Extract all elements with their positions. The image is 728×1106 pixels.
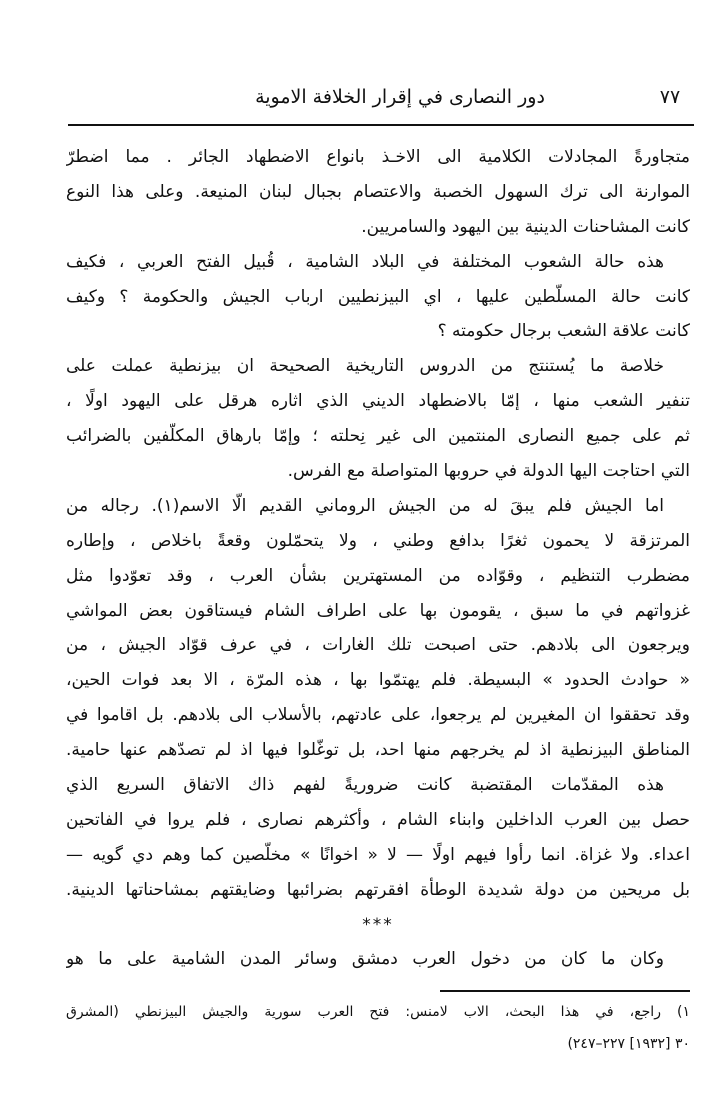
running-header-title: دور النصارى في إقرار الخلافة الاموية bbox=[255, 86, 545, 108]
text-line: « حوادث الحدود » البسيطة. فلم يهتمّوا بها ، هذه المرّة ، الا بعد فوات الحين، bbox=[66, 670, 690, 691]
body-text bbox=[66, 140, 690, 977]
text-line: هذه المقدّمات المقتضبة كانت ضروريةً لفهم ذاك الاتفاق السريع الذي bbox=[66, 775, 664, 796]
text-line: اما الجيش فلم يبقَ له من الجيش الروماني القديم الّا الاسم(١). رجاله من bbox=[66, 495, 664, 516]
text-line: مضطرب التنظيم ، وقوّاده من المستهترين بشأن العرب ، وقد تعوّدوا مثل bbox=[66, 565, 690, 586]
text-line: ويرجعون الى بلادهم. حتى اصبحت تلك الغارات ، في عرف قوّاد الجيش ، من bbox=[66, 635, 690, 656]
footnote-line: ٣٠ [١٩٣٢] ٢٢٧–٢٤٧) bbox=[567, 1036, 690, 1052]
text-line: وكان ما كان من دخول العرب دمشق وسائر المدن الشامية على ما هو bbox=[66, 949, 664, 970]
page-number: ٧٧ bbox=[659, 86, 681, 108]
header-rule bbox=[68, 124, 694, 126]
text-line: تنفير الشعب منها ، إمّا بالاضطهاد الديني الذي اثاره هرقل على اليهود اولًا ، bbox=[66, 391, 690, 412]
text-line: ثم على جميع النصارى المنتمين الى غير نِحلته ؛ وإمّا بارهاق المكلّفين بالضرائب bbox=[66, 426, 690, 447]
text-line: وقد تحققوا ان المغيرين لم يرجعوا، على عادتهم، بالأسلاب الى بلادهم. بل اقاموا في bbox=[66, 705, 690, 726]
text-line: غزواتهم في ما سبق ، يقومون بها على اطراف الشام فيستاقون بعض المواشي bbox=[66, 600, 690, 621]
text-line: بل مريحين من دولة شديدة الوطأة افقرتهم بضرائبها وضايقتهم بمشاحناتها الدينية. bbox=[66, 879, 690, 900]
text-line: المرتزقة لا يحمون ثغرًا بدافع وطني ، ولا يتحمّلون وقعةً باخلاص ، وإطاره bbox=[66, 530, 690, 551]
section-separator: *** bbox=[362, 914, 394, 935]
footnote-line: ١) راجع، في هذا البحث، الاب لامنس: فتح العرب سورية والجيش البيزنطي (المشرق bbox=[66, 1004, 690, 1020]
text-line: التي احتاجت اليها الدولة في حروبها المتواصلة مع الفرس. bbox=[287, 461, 690, 482]
text-line: الموارنة الى ترك السهول الخصبة والاعتصام بجبال لبنان المنيعة. وعلى هذا النوع bbox=[66, 181, 690, 202]
text-line: كانت حالة المسلّطين عليها ، اي البيزنطيين ارباب الجيش والحكومة ؟ وكيف bbox=[66, 286, 690, 307]
text-line: حصل بين العرب الداخلين وابناء الشام ، وأكثرهم نصارى ، فلم يروا في الفاتحين bbox=[66, 809, 690, 830]
text-line: اعداء. ولا غزاة. انما رأوا فيهم اولًا — لا « اخوانًا » مخلّصين كما وهم دي گويه — bbox=[66, 844, 690, 865]
text-line: كانت المشاحنات الدينية بين اليهود والسامريين. bbox=[361, 216, 690, 237]
text-line: كانت علاقة الشعب برجال حكومته ؟ bbox=[437, 321, 690, 342]
text-line: المناطق البيزنطية اذ لم يخرجهم منها احد، بل توغّلوا فيها اذ لم تصدّهم عنها حامية. bbox=[66, 740, 690, 761]
text-line: خلاصة ما يُستنتج من الدروس التاريخية الصحيحة ان بيزنطية عملت على bbox=[66, 356, 664, 377]
text-line: متجاورةً المجادلات الكلامية الى الاخـذ بانواع الاضطهاد الجائر . مما اضطرّ bbox=[66, 147, 690, 167]
footnote-rule bbox=[440, 990, 690, 992]
text-line: هذه حالة الشعوب المختلفة في البلاد الشامية ، قُبيل الفتح العربي ، فكيف bbox=[66, 251, 664, 272]
